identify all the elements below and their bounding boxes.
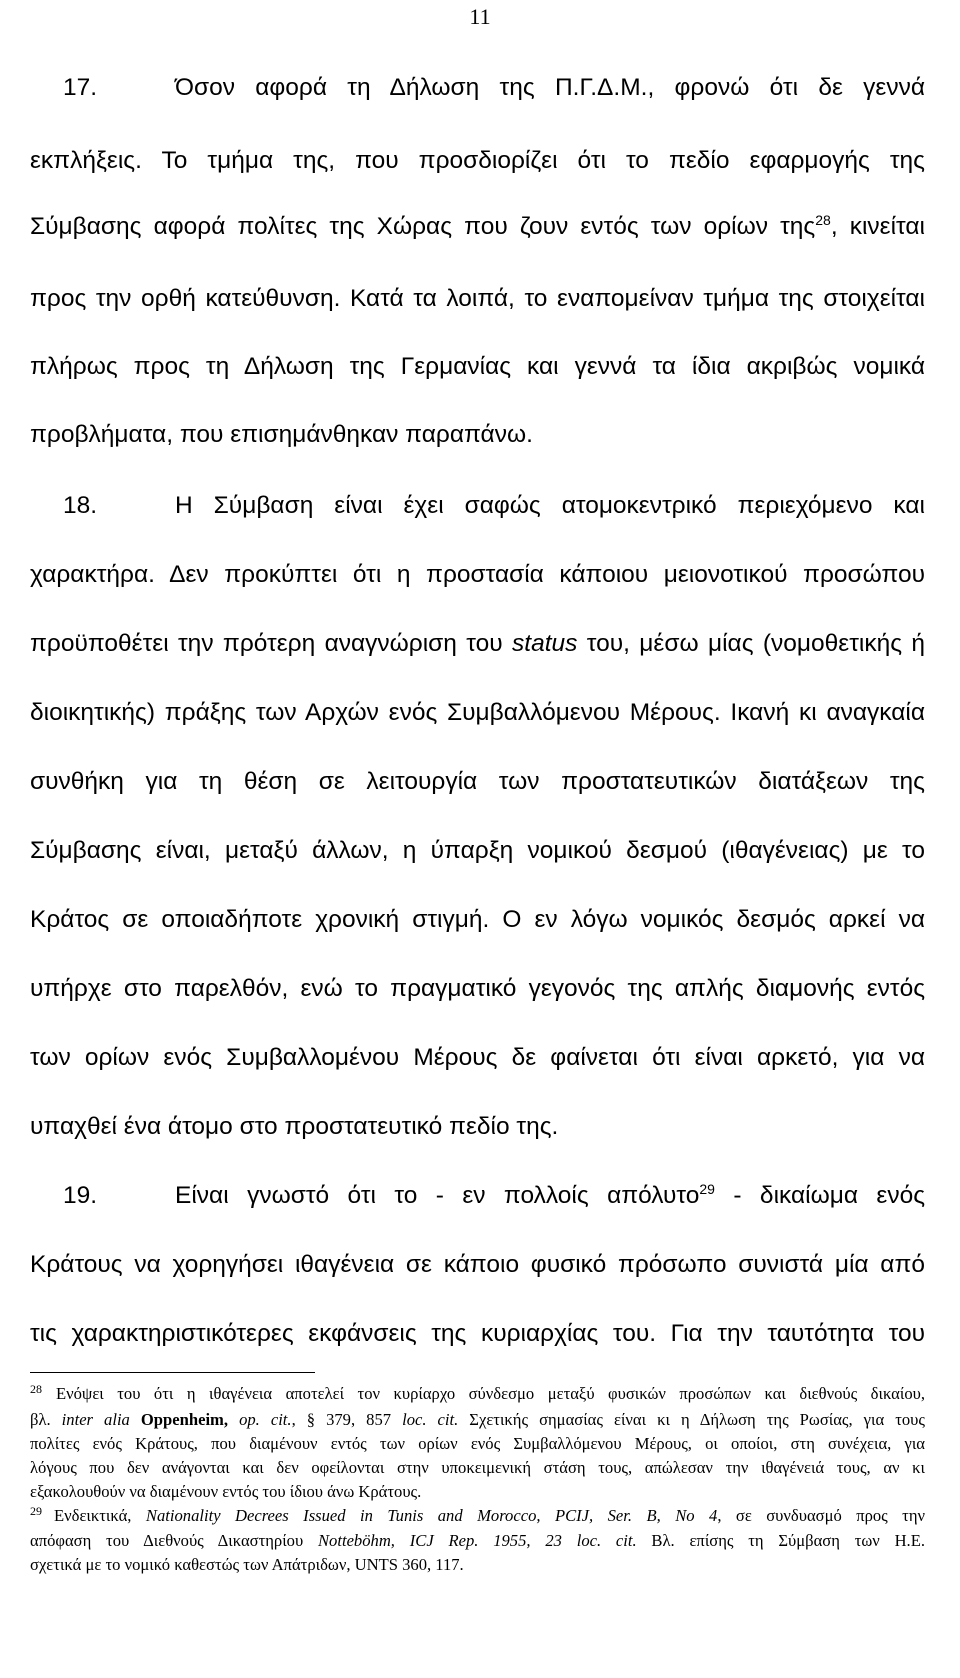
footnote-28-op-cit: op. cit. [239, 1410, 292, 1429]
paragraph-19-number: 19. [63, 1182, 98, 1209]
paragraph-18-line-2: χαρακτήρα. Δεν προκύπτει ότι η προστασία κάποιου μειονοτικού προσώπου [30, 561, 925, 588]
paragraph-18-line-3 [30, 629, 925, 659]
paragraph-18-line-4: διοικητικής) πράξης των Αρχών ενός Συμβαλλόμενου Μέρους. Ικανή κι αναγκαία [30, 699, 925, 726]
paragraph-17-line-4: προς την ορθή κατεύθυνση. Κατά τα λοιπά, το εναπομείναν τμήμα της στοιχείται [30, 285, 925, 312]
paragraph-18-line-8: υπήρχε στο παρελθόν, ενώ το πραγματικό γεγονός της απλής διαμονής εντός [30, 975, 925, 1002]
paragraph-18-line-5: συνθήκη για τη θέση σε λειτουργία των προστατευτικών διατάξεων της [30, 768, 925, 795]
paragraph-19-line-1 [63, 1181, 925, 1211]
footnote-28-text-1: Ενόψει του ότι η ιθαγένεια αποτελεί τον κυρίαρχο σύνδεσμο μεταξύ φυσικών προσώπων και διεθνούς δικαίου, [56, 1384, 925, 1403]
paragraph-17-line-5: πλήρως προς τη Δήλωση της Γερμανίας και γεννά τα ίδια ακριβώς νομικά [30, 353, 925, 380]
footnote-28-text-2a: βλ. [30, 1410, 62, 1429]
paragraph-17-number: 17. [63, 74, 98, 101]
paragraph-17-line-2: εκπλήξεις. Το τμήμα της, που προσδιορίζει ότι το πεδίο εφαρμογής της [30, 147, 925, 174]
footnote-29-nottebohm: Nottebӧhm, ICJ Rep. 1955, 23 loc. cit. [317, 1531, 637, 1550]
footnote-28-line-4: λόγους που δεν ανάγονται και δεν οφείλονται στην υποκειμενική στάση τους, απώλεσαν την ιθαγένειά τους, αν κι [30, 1458, 925, 1477]
paragraph-18-line-6: Σύμβασης είναι, μεταξύ άλλων, η ύπαρξη νομικού δεσμού (ιθαγένειας) με το [30, 837, 925, 864]
paragraph-17-text-1: Όσον αφορά τη Δήλωση της Π.Γ.Δ.Μ., φρονώ ότι δε γεννά [175, 74, 925, 101]
paragraph-18-line-1 [63, 491, 925, 521]
footnote-29-case-title: Nationality Decrees Issued in Tunis and Morocco, PCIJ, Ser. B, No 4 [145, 1506, 718, 1525]
paragraph-18-line-10: υπαχθεί ένα άτομο στο προστατευτικό πεδίο της. [30, 1113, 559, 1140]
paragraph-19-line-2: Κράτους να χορηγήσει ιθαγένεια σε κάποιο φυσικό πρόσωπο συνιστά μία από [30, 1251, 925, 1278]
paragraph-18-text-3b: του, μέσω μίας (νομοθετικής ή [577, 630, 925, 657]
paragraph-18-text-3a: προϋποθέτει την πρότερη αναγνώριση του [30, 630, 513, 657]
footnote-ref-28[interactable]: 28 [815, 212, 831, 228]
paragraph-18-text-1: Η Σύμβαση είναι έχει σαφώς ατομοκεντρικό περιεχόμενο και [175, 492, 925, 519]
footnote-28-oppenheim: Oppenheim, [140, 1410, 229, 1429]
paragraph-17-line-1 [63, 73, 925, 103]
footnote-29-text-1a: Ενδεικτικά, [54, 1506, 146, 1525]
footnote-separator [30, 1372, 315, 1373]
footnote-29-line-3: σχετικά με το νομικό καθεστώς των Απάτριδων, UNTS 360, 117. [30, 1555, 464, 1574]
paragraph-17-line-3 [30, 212, 925, 242]
paragraph-18-line-7: Κράτος σε οποιαδήποτε χρονική στιγμή. Ο εν λόγω νομικός δεσμός αρκεί να [30, 906, 925, 933]
footnote-29-text-2a: απόφαση του Διεθνούς Δικαστηρίου [30, 1531, 318, 1550]
footnote-29-line-2 [30, 1530, 925, 1552]
footnote-28-line-1: 28 Ενόψει του ότι η ιθαγένεια αποτελεί τον κυρίαρχο σύνδεσμο μεταξύ φυσικών προσώπων και διεθνούς δικαίου, [30, 1382, 925, 1403]
paragraph-17-text-3a: Σύμβασης αφορά πολίτες της Χώρας που ζουν εντός των ορίων της [30, 213, 816, 240]
footnote-28-inter-alia: inter alia [61, 1410, 130, 1429]
footnote-ref-29[interactable]: 29 [699, 1181, 715, 1197]
footnote-28-line-5: εξακολουθούν να διαμένουν εντός του ίδιου άνω Κράτους. [30, 1482, 422, 1501]
footnote-28-line-3: πολίτες ενός Κράτους, που διαμένουν εντός των ορίων ενός Συμβαλλόμενου Μέρους, οι οποίοι, στη συνέχεια, για [30, 1434, 925, 1453]
paragraph-17-line-6: προβλήματα, που επισημάνθηκαν παραπάνω. [30, 421, 533, 448]
footnote-28-text-2g: Σχετικής σημασίας είναι κι η Δήλωση της Ρωσίας, για τους [458, 1410, 925, 1429]
footnote-29-text-2c: Βλ. επίσης τη Σύμβαση των Η.Ε. [636, 1531, 925, 1550]
footnote-29-text-1c: , σε συνδυασμό προς την [717, 1506, 926, 1525]
paragraph-18-line-9: των ορίων ενός Συμβαλλομένου Μέρους δε φαίνεται ότι είναι αρκετό, για να [30, 1044, 925, 1071]
paragraph-19-line-3: τις χαρακτηριστικότερες εκφάνσεις της κυριαρχίας του. Για την ταυτότητα του [30, 1320, 925, 1347]
page-number: 11 [469, 4, 491, 29]
paragraph-19-text-1b: - δικαίωμα ενός [714, 1182, 926, 1209]
paragraph-17-text-3b: , κινείται [830, 213, 925, 240]
paragraph-19-text-1a: Είναι γνωστό ότι το - εν πολλοίς απόλυτο [175, 1182, 700, 1209]
footnote-28-line-2 [30, 1409, 925, 1431]
status-term: status [512, 630, 578, 657]
footnote-28-loc-cit: loc. cit. [402, 1410, 459, 1429]
footnote-28-section: , § 379, 857 [291, 1410, 403, 1429]
footnote-29-line-1: 29 Ενδεικτικά, Nationality Decrees Issued in Tunis and Morocco, PCIJ, Ser. B, No 4, σε συνδυασμό προς την [30, 1504, 926, 1525]
paragraph-18-number: 18. [63, 492, 98, 519]
